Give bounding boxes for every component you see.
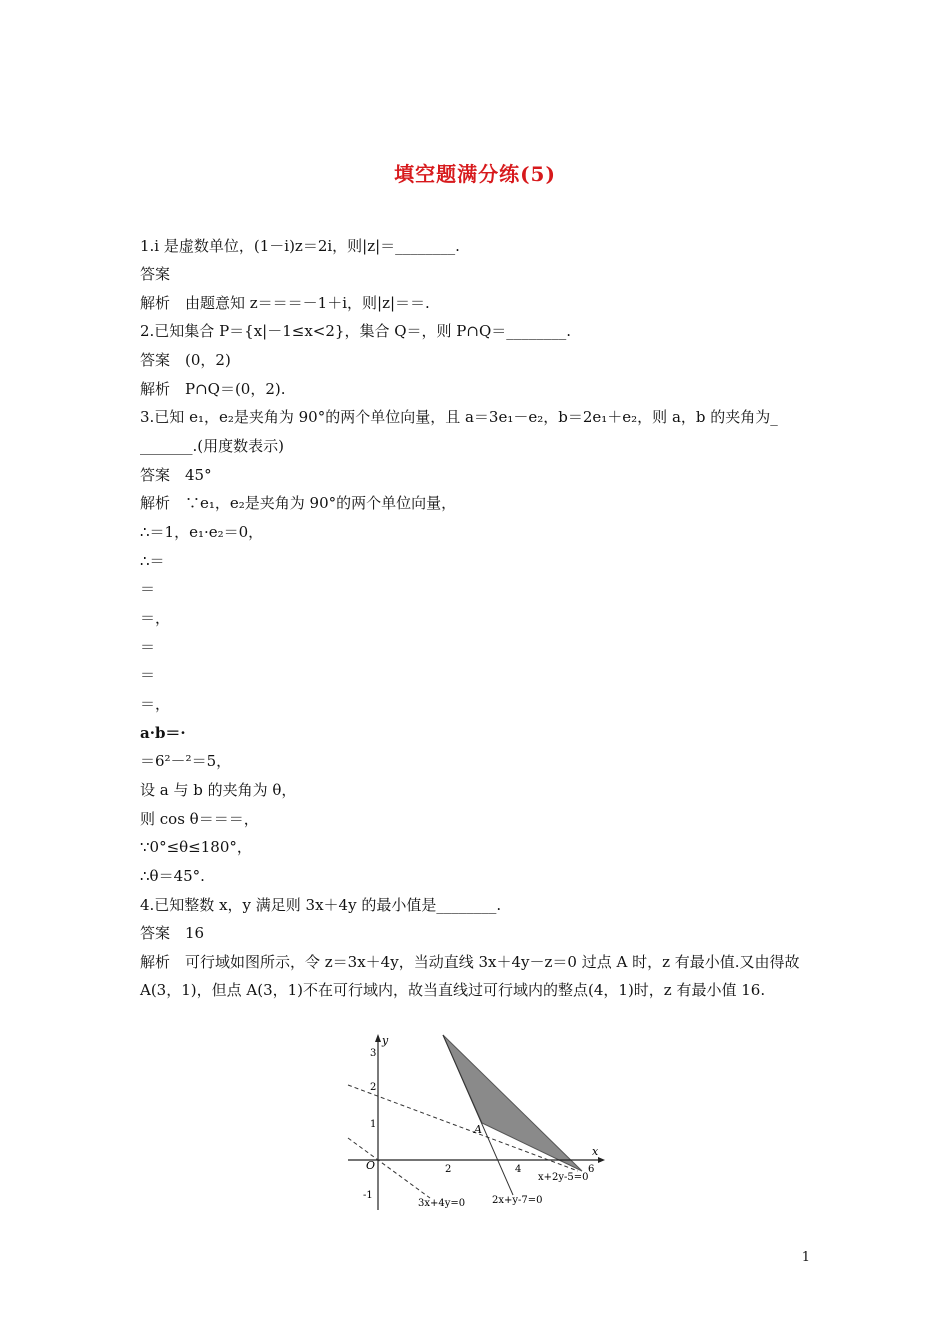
axis-y-label: y bbox=[382, 1034, 389, 1047]
q1-question: 1.i 是虚数单位，(1－i)z＝2i，则|z|＝________. bbox=[140, 237, 460, 255]
q3-question-cont: _______.(用度数表示) bbox=[140, 437, 284, 455]
q2-analysis: 解析 P∩Q＝(0，2). bbox=[140, 380, 286, 398]
q3-answer: 答案 45° bbox=[140, 466, 212, 484]
q2-answer: 答案 (0，2) bbox=[140, 351, 231, 369]
q4-analysis: 解析 可行域如图所示，令 z＝3x＋4y，当动直线 3x＋4y－z＝0 过点 A 时，z 有最小值.又由得故 A(3，1)，但点 A(3，1)不在可行域内，故当直线过可行域内的整点(4，1)时，z 有最小值 16. bbox=[140, 953, 800, 999]
line-label: x+2y-5=0 bbox=[538, 1172, 589, 1183]
tick-label-y: -1 bbox=[363, 1190, 373, 1201]
line-label: 2x+y-7=0 bbox=[492, 1195, 543, 1206]
tick-label-y: 1 bbox=[370, 1119, 377, 1130]
q3-step: ∴＝1，e₁·e₂＝0， bbox=[140, 523, 264, 541]
q3-step: ＝， bbox=[140, 609, 171, 627]
tick-label-y: 2 bbox=[370, 1082, 377, 1093]
feasible-region bbox=[443, 1035, 582, 1171]
q3-step: ∵0°≤θ≤180°， bbox=[140, 838, 252, 856]
tick-label-x: 4 bbox=[515, 1164, 522, 1175]
line-3x-plus-4y-0 bbox=[348, 1138, 430, 1198]
q3-analysis: 解析 ∵e₁，e₂是夹角为 90°的两个单位向量， bbox=[140, 494, 457, 512]
q3-question: 3.已知 e₁，e₂是夹角为 90°的两个单位向量，且 a＝3e₁－e₂，b＝2e₁＋e₂，则 a，b 的夹角为_ bbox=[140, 408, 778, 426]
q3-step: ＝6²－²＝5， bbox=[140, 752, 232, 770]
q1-answer: 答案 bbox=[140, 265, 171, 283]
q3-step: ＝ bbox=[140, 580, 156, 598]
feasible-region-figure bbox=[330, 1030, 620, 1220]
q3-step: ∴θ＝45°. bbox=[140, 867, 205, 885]
origin-label: O bbox=[366, 1159, 376, 1172]
tick-label-x: 2 bbox=[445, 1164, 452, 1175]
q3-step: 设 a 与 b 的夹角为 θ， bbox=[140, 781, 297, 799]
q4-question: 4.已知整数 x，y 满足则 3x＋4y 的最小值是________. bbox=[140, 896, 502, 914]
axis-x-label: x bbox=[592, 1145, 599, 1158]
page-title: 填空题满分练(5) bbox=[394, 162, 556, 186]
q1-analysis: 解析 由题意知 z＝＝＝－1＋i，则|z|＝＝. bbox=[140, 294, 430, 312]
q3-step: a·b＝· bbox=[140, 724, 186, 742]
x-axis-arrow bbox=[598, 1157, 605, 1163]
tick-label-x: 6 bbox=[588, 1164, 595, 1175]
q2-question: 2.已知集合 P＝{x|－1≤x<2}，集合 Q＝，则 P∩Q＝________. bbox=[140, 322, 572, 340]
q3-step: 则 cos θ＝＝＝， bbox=[140, 810, 259, 828]
q3-step: ∴＝ bbox=[140, 552, 165, 570]
q4-answer: 答案 16 bbox=[140, 924, 205, 942]
line-x-plus-2y-5 bbox=[348, 1085, 578, 1171]
page-number: 1 bbox=[801, 1250, 810, 1265]
q3-step: ＝ bbox=[140, 638, 156, 656]
line-label: 3x+4y=0 bbox=[418, 1198, 466, 1209]
point-a-label: A bbox=[474, 1123, 482, 1136]
q3-step: ＝， bbox=[140, 695, 171, 713]
y-axis-arrow bbox=[375, 1034, 381, 1042]
tick-label-y: 3 bbox=[370, 1048, 377, 1059]
q3-step: ＝ bbox=[140, 666, 156, 684]
